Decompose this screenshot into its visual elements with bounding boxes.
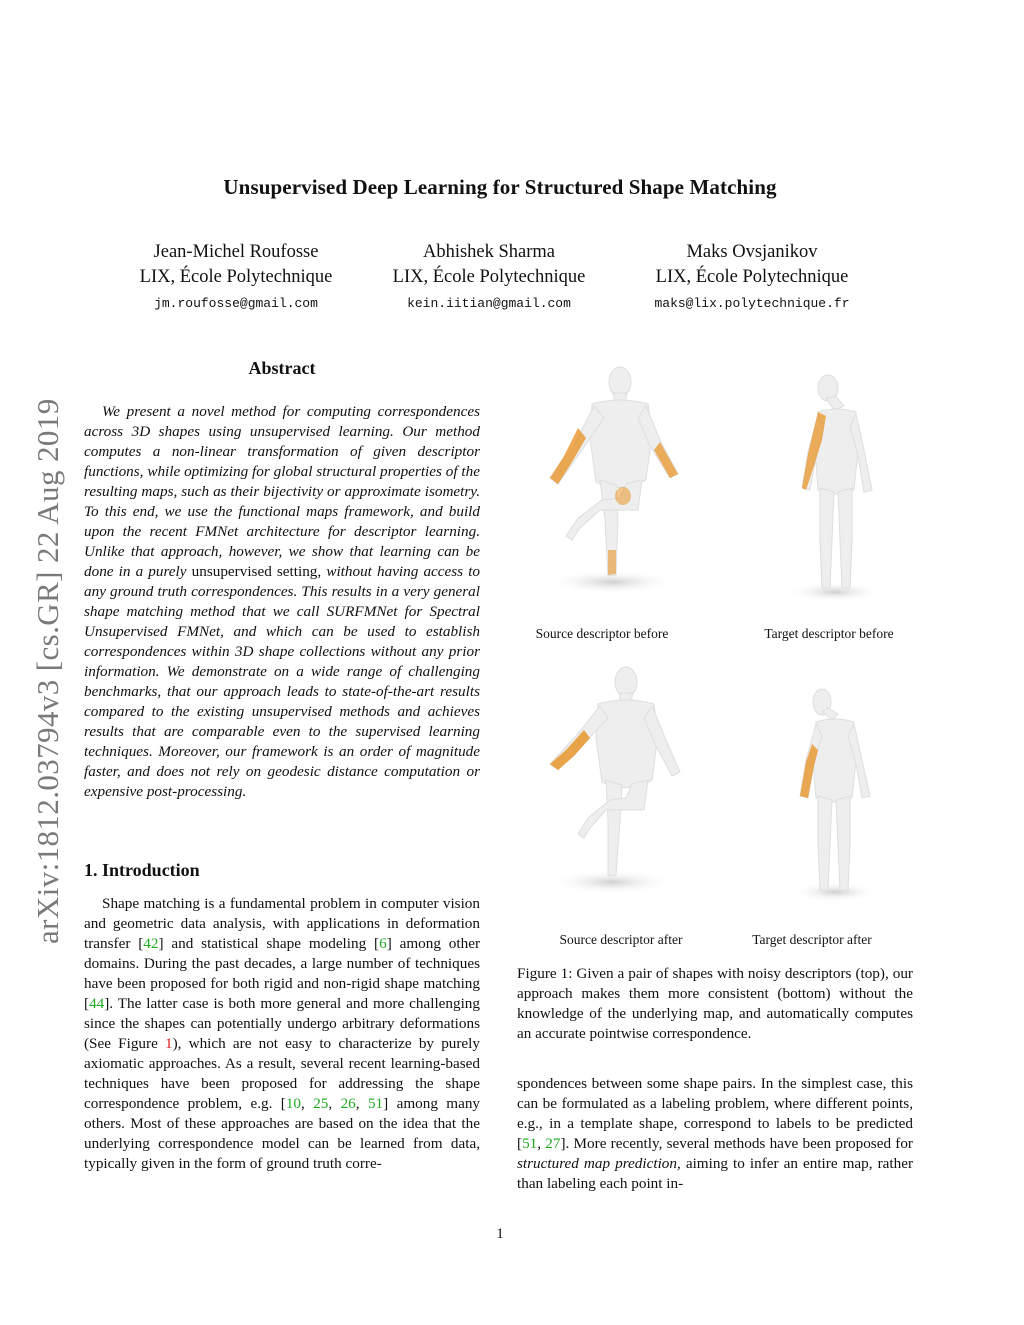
author-email: jm.roufosse@gmail.com — [154, 296, 318, 311]
label-target-after: Target descriptor after — [752, 932, 872, 947]
figure-target-after — [760, 680, 910, 910]
citation-link[interactable]: 25 — [313, 1095, 329, 1112]
abstract-text-2: unsupervised setting — [191, 563, 318, 580]
author-affiliation: LIX, École Polytechnique — [139, 267, 333, 287]
figure-source-after — [520, 660, 690, 910]
intro-text: Shape matching is a fundamental problem in computer vision and geometric data analysis, with applications in deformation transfer [ — [84, 895, 480, 952]
figure-source-before — [520, 360, 690, 610]
author-email: maks@lix.polytechnique.fr — [654, 296, 850, 311]
intro-text: ] and statistical shape modeling [ — [158, 935, 380, 952]
body-text: spondences between some shape pairs. In the simplest case, this can be formulated as a labeling problem, where different points, e.g., in a template shape, correspond to labels to be predicted [ — [517, 1075, 913, 1152]
abstract-text-3: , without having access to any ground truth correspondences. This results in a very general shape matching method that we call SURFMNet for Spectral Unsupervised FMNet, and which can be used to establish correspondences within 3D shape collections without any prior information. We demonstrate on a wide range of challenging benchmarks, that our approach leads to state-of-the-art results compared to the existing unsupervised methods and achieves results that are comparable even to the supervised learning techniques. Moreover, our framework is an order of magnitude faster, and does not rely on geodesic distance computation or expensive post-processing. — [84, 563, 481, 800]
intro-text: ] among other domains. During the past decades, a large number of techniques have been proposed for both rigid and non-rigid shape matching [ — [84, 935, 481, 1012]
abstract-heading: Abstract — [248, 358, 316, 378]
intro-text: ]. The latter case is both more general and more challenging since the shapes can potentially undergo arbitrary deformations (See Figure — [84, 995, 480, 1052]
citation-link[interactable]: 27 — [545, 1135, 561, 1152]
citation-link[interactable]: 44 — [89, 995, 105, 1012]
intro-text: , — [355, 1095, 368, 1112]
introduction-body — [84, 894, 480, 1174]
body-text: ]. More recently, several methods have been proposed for — [560, 1135, 913, 1152]
label-source-after: Source descriptor after — [559, 932, 683, 947]
author-name: Abhishek Sharma — [422, 242, 556, 262]
intro-text: ), which are not easy to characterize by purely axiomatic approaches. As a result, several recent learning-based techniques have been proposed for addressing the shape correspondence problem, e.g. [ — [84, 1035, 480, 1112]
figure-link[interactable]: 1 — [164, 1035, 173, 1052]
author-affiliation: LIX, École Polytechnique — [392, 267, 586, 287]
citation-link[interactable]: 6 — [379, 935, 387, 952]
label-target-before: Target descriptor before — [764, 626, 894, 641]
citation-link[interactable]: 51 — [367, 1095, 384, 1112]
abstract-body — [84, 402, 480, 802]
author-name: Jean-Michel Roufosse — [153, 242, 319, 262]
body-text: , — [537, 1135, 546, 1152]
emphasis-text: structured map prediction — [517, 1155, 677, 1172]
abstract-text-1: We present a novel method for computing correspondences across 3D shapes using unsupervised learning. Our method computes a non-linear transformation of given descriptor functions, while optimizing for global structural properties of the resulting maps, such as their bijectivity or approximate isometry. To this end, we use the functional maps framework, and build upon the recent FMNet architecture for descriptor learning. Unlike that approach, however, we show that learning can be done in a purely — [84, 403, 480, 580]
intro-text: , — [301, 1095, 314, 1112]
citation-link[interactable]: 10 — [285, 1095, 302, 1112]
author-email: kein.iitian@gmail.com — [407, 296, 571, 311]
citation-link[interactable]: 51 — [522, 1135, 538, 1152]
citation-link[interactable]: 42 — [143, 935, 159, 952]
intro-text: ] among many others. Most of these approaches are based on the idea that the underlying correspondence model can be learned from data, typically given in the form of ground truth corre- — [84, 1095, 481, 1172]
label-source-before: Source descriptor before — [535, 626, 669, 641]
page-number: 1 — [496, 1226, 504, 1242]
author-name: Maks Ovsjanikov — [686, 242, 818, 262]
figure-target-before — [760, 370, 910, 610]
author-affiliation: LIX, École Polytechnique — [655, 267, 849, 287]
intro-text: , — [328, 1095, 341, 1112]
paper-title: Unsupervised Deep Learning for Structured Shape Matching — [223, 175, 777, 199]
author-block-3 — [602, 240, 902, 316]
right-column-body — [517, 1074, 913, 1194]
body-text: , aiming to infer an entire map, rather than labeling each point in- — [517, 1155, 913, 1192]
arxiv-identifier: arXiv:1812.03794v3 [cs.GR] 22 Aug 2019 — [30, 398, 65, 944]
figure-caption: Figure 1: Given a pair of shapes with noisy descriptors (top), our approach makes them more consistent (bottom) without the knowledge of the underlying map, and automatically computes an accurate pointwise correspondence. — [517, 965, 913, 1042]
author-block-2 — [339, 240, 639, 316]
citation-link[interactable]: 26 — [340, 1095, 356, 1112]
introduction-heading: 1. Introduction — [84, 860, 200, 880]
